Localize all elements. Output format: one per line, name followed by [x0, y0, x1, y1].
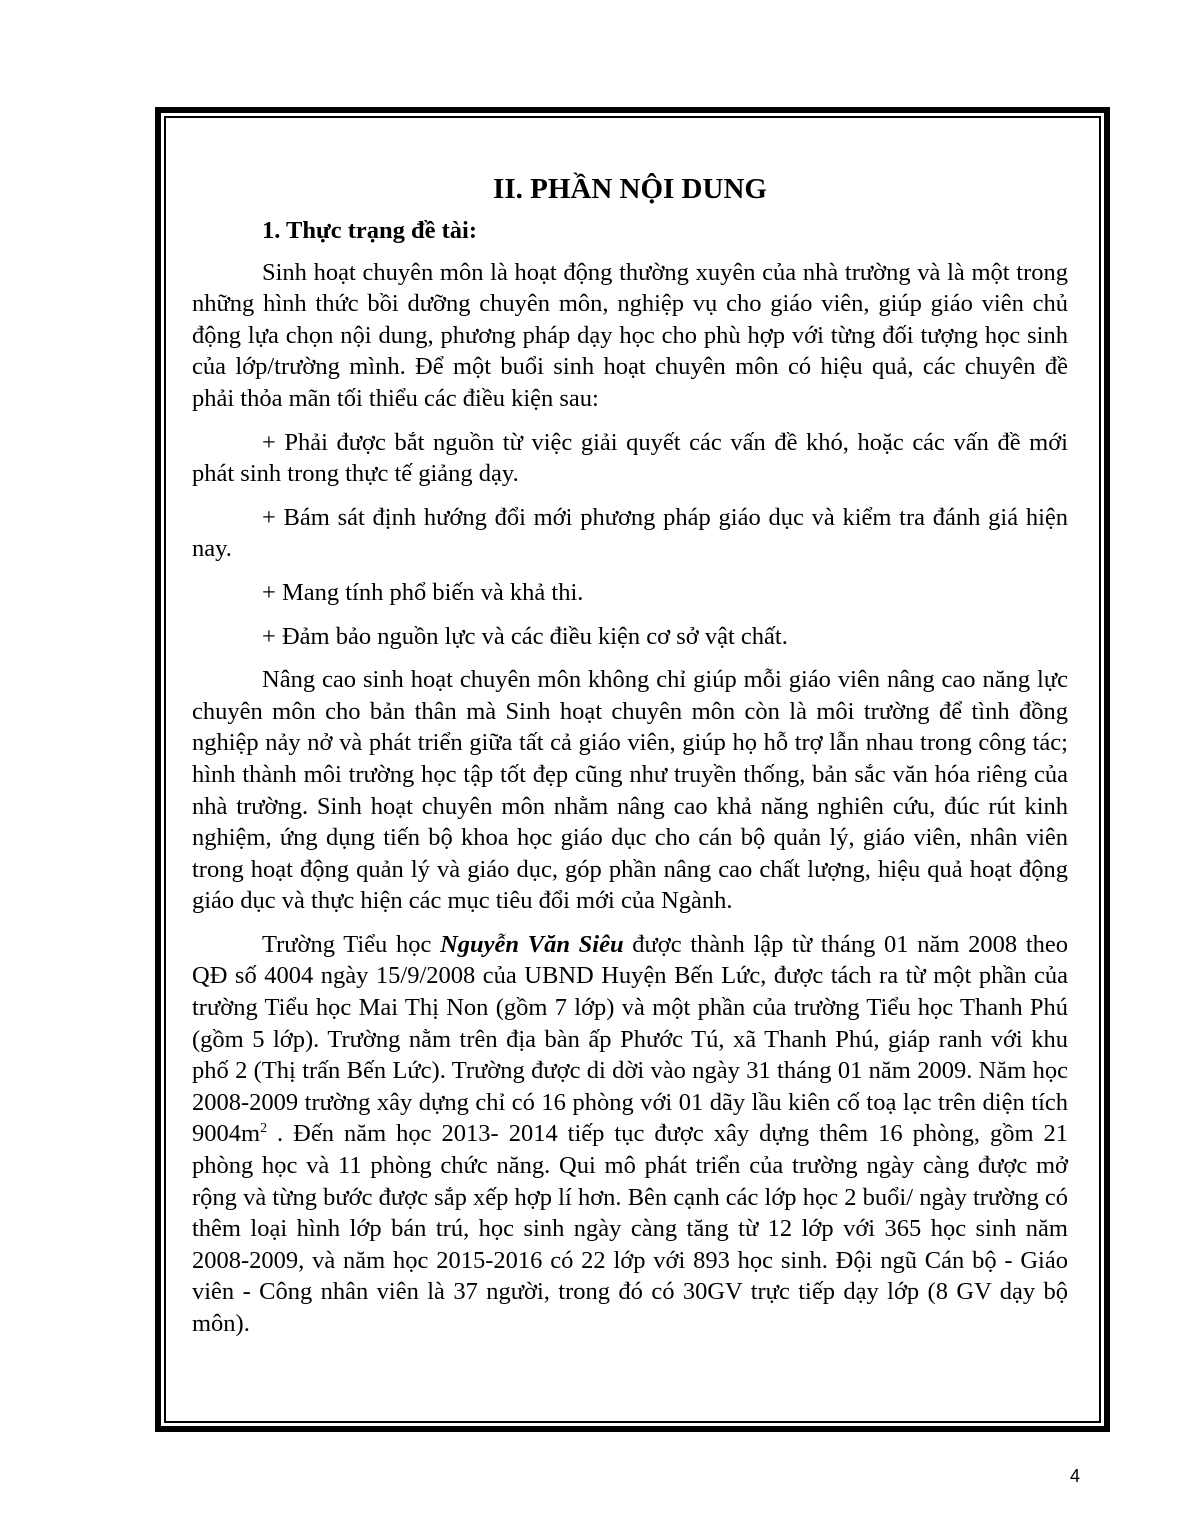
condition-item-4: + Đảm bảo nguồn lực và các điều kiện cơ sở vật chất. [262, 622, 788, 650]
benefits-paragraph: Nâng cao sinh hoạt chuyên môn không chỉ giúp mỗi giáo viên nâng cao năng lực chuyên môn cho bản thân mà Sinh hoạt chuyên môn còn là môi trường để tình đồng nghiệp nảy nở và phát triển giữa tất cả giáo viên, giúp họ hỗ trợ lẫn nhau trong công tác; hình thành môi trường học tập tốt đẹp cũng như truyền thống, bản sắc văn hóa riêng của nhà trường. Sinh hoạt chuyên môn nhằm nâng cao khả năng nghiên cứu, đúc rút kinh nghiệm, ứng dụng tiến bộ khoa học giáo dục cho cán bộ quản lý, giáo viên, nhân viên trong hoạt động quản lý và giáo dục, góp phần nâng cao chất lượng, hiệu quả hoạt động giáo dục và thực hiện các mục tiêu đổi mới của Ngành. [192, 666, 1068, 915]
condition-item-2: + Bám sát định hướng đổi mới phương pháp giáo dục và kiểm tra đánh giá hiện nay. [192, 503, 1068, 563]
school-name: Nguyễn Văn Siêu [440, 930, 624, 958]
area-superscript: 2 [260, 1121, 268, 1137]
school-paragraph-part1: được thành lập từ tháng 01 năm 2008 theo QĐ số 4004 ngày 15/9/2008 của UBND Huyện Bến Lức, được tách ra từ một phần của trường Tiểu học Mai Thị Non (gồm 7 lớp) và một phần của trường Tiểu học Thanh Phú (gồm 5 lớp). Trường nằm trên địa bàn ấp Phước Tú, xã Thanh Phú, giáp ranh với khu phố 2 (Thị trấn Bến Lức). Trường được di dời vào ngày 31 tháng 01 năm 2009. Năm học 2008-2009 trường xây dựng chỉ có 16 phòng với 01 dãy lầu kiên cố toạ lạc trên diện tích 9004m [192, 930, 1068, 1148]
condition-item-3: + Mang tính phổ biến và khả thi. [262, 578, 584, 606]
school-paragraph-part2: . Đến năm học 2013- 2014 tiếp tục được xây dựng thêm 16 phòng, gồm 21 phòng học và 11 phòng chức năng. Qui mô phát triển của trường ngày càng được mở rộng và từng bước được sắp xếp hợp lí hơn. Bên cạnh các lớp học 2 buổi/ ngày trường có thêm loại hình lớp bán trú, học sinh ngày càng tăng từ 12 lớp với 365 học sinh năm 2008-2009, và năm học 2015-2016 có 22 lớp với 893 học sinh. Đội ngũ Cán bộ - Giáo viên - Công nhân viên là 37 người, trong đó có 30GV trực tiếp dạy lớp (8 GV dạy bộ môn). [192, 1120, 1068, 1337]
page-title: II. PHẦN NỘI DUNG [493, 173, 767, 205]
section-title: 1. Thực trạng đề tài: [262, 217, 478, 244]
intro-paragraph: Sinh hoạt chuyên môn là hoạt động thường xuyên của nhà trường và là một trong những hình thức bồi dưỡng chuyên môn, nghiệp vụ cho giáo viên, giúp giáo viên chủ động lựa chọn nội dung, phương pháp dạy học cho phù hợp với từng đối tượng học sinh của lớp/trường mình. Để một buổi sinh hoạt chuyên môn có hiệu quả, các chuyên đề phải thỏa mãn tối thiểu các điều kiện sau: [192, 258, 1068, 412]
school-paragraph-prefix: Trường Tiểu học [262, 930, 441, 958]
document-body [192, 165, 1068, 1352]
page-number: 4 [1069, 1466, 1080, 1486]
school-paragraph [192, 929, 1068, 1340]
condition-item-1: + Phải được bắt nguồn từ việc giải quyết các vấn đề khó, hoặc các vấn đề mới phát sinh trong thực tế giảng dạy. [192, 428, 1068, 488]
